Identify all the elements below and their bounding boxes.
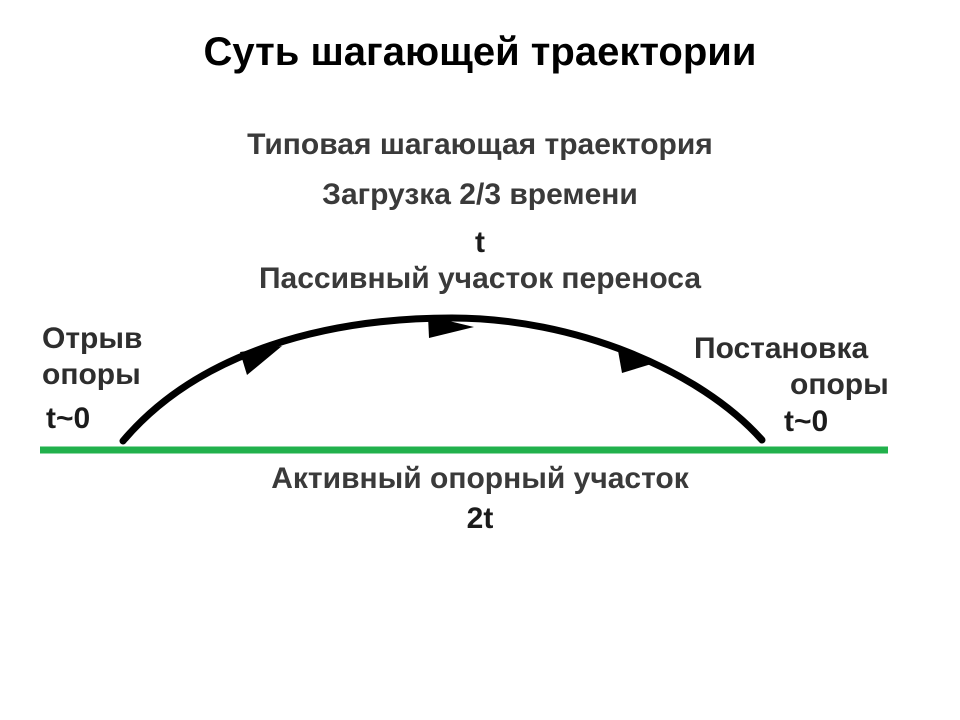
label-passive-transfer: Пассивный участок переноса <box>258 262 702 295</box>
label-load-time: Загрузка 2/3 времени <box>322 178 638 211</box>
trajectory-arc <box>123 318 762 441</box>
label-t-marker: t <box>475 226 485 259</box>
label-landing-time: t~0 <box>784 405 829 438</box>
page-title: Суть шагающей траектории <box>203 30 757 74</box>
label-liftoff-time: t~0 <box>46 402 91 435</box>
label-liftoff-line2: опоры <box>42 358 141 391</box>
label-active-support: Активный опорный участок <box>271 462 689 495</box>
arrow-head-ascending <box>240 346 282 375</box>
label-liftoff-line1: Отрыв <box>42 322 143 355</box>
label-typical-trajectory: Типовая шагающая траектория <box>247 128 713 161</box>
label-landing-line2: опоры <box>790 368 889 401</box>
label-active-time: 2t <box>466 502 494 535</box>
label-landing-line1: Постановка <box>694 332 869 365</box>
